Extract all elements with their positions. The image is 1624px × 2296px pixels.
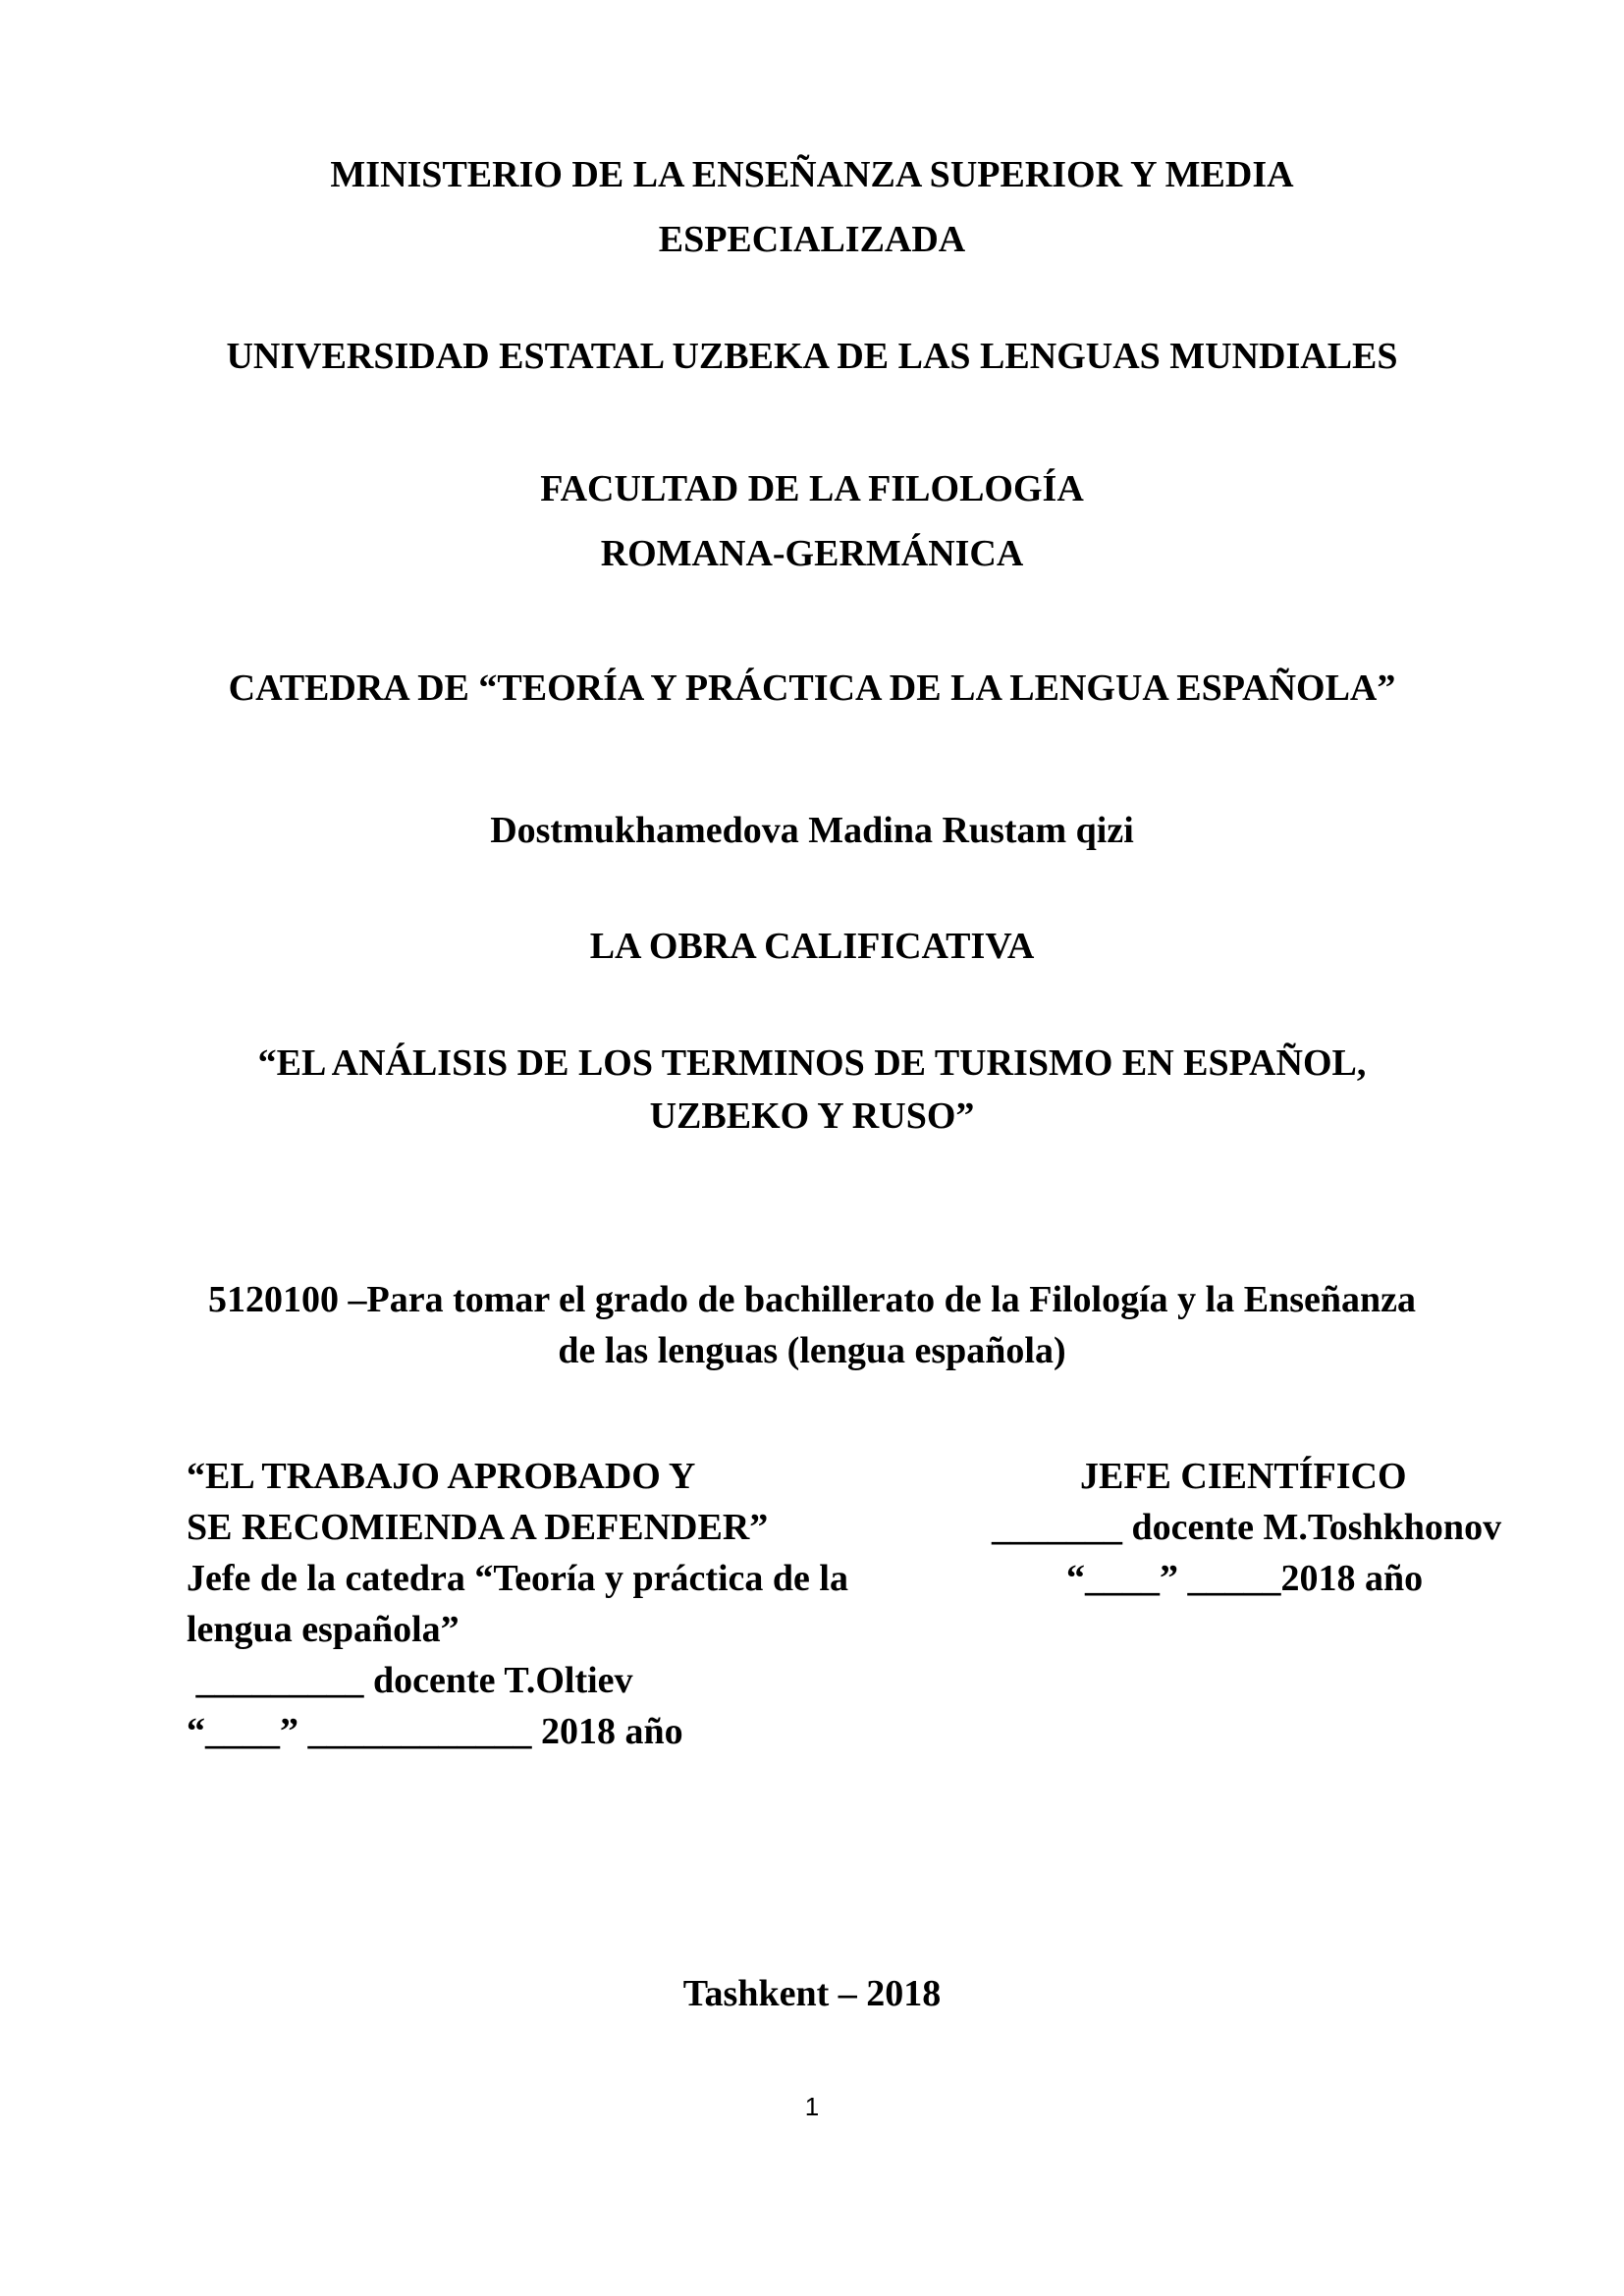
ministry-line-1: MINISTERIO DE LA ENSEÑANZA SUPERIOR Y MEDIA	[330, 154, 1294, 195]
university-name: UNIVERSIDAD ESTATAL UZBEKA DE LAS LENGUAS MUNDIALES	[226, 336, 1398, 377]
faculty-line-2: ROMANA-GERMÁNICA	[600, 533, 1024, 574]
degree-line-2: de las lenguas (lengua española)	[558, 1330, 1066, 1371]
approval-line-1: “EL TRABAJO APROBADO Y	[187, 1456, 696, 1497]
work-type: LA OBRA CALIFICATIVA	[589, 926, 1035, 967]
approval-line-4: lengua española”	[187, 1609, 460, 1650]
supervisor-heading: JEFE CIENTÍFICO	[1080, 1456, 1407, 1497]
department-name: CATEDRA DE “TEORÍA Y PRÁCTICA DE LA LENGUA ESPAÑOLA”	[228, 667, 1396, 709]
approval-signature-line: _________ docente T.Oltiev	[187, 1660, 633, 1701]
page-number: 1	[804, 2092, 820, 2121]
approval-line-2: SE RECOMIENDA A DEFENDER”	[187, 1507, 769, 1548]
approval-line-3: Jefe de la catedra “Teoría y práctica de la	[187, 1558, 848, 1599]
supervisor-signature-line: _______ docente M.Toshkhonov	[992, 1507, 1502, 1548]
ministry-line-2: ESPECIALIZADA	[658, 219, 966, 260]
thesis-title-line-2: UZBEKO Y RUSO”	[649, 1095, 975, 1137]
place-year: Tashkent – 2018	[682, 1973, 942, 2014]
approval-date-line: “____” ____________ 2018 año	[187, 1711, 683, 1752]
author-name: Dostmukhamedova Madina Rustam qizi	[490, 810, 1134, 851]
degree-line-1: 5120100 –Para tomar el grado de bachillerato de la Filología y la Enseñanza	[207, 1279, 1416, 1320]
faculty-line-1: FACULTAD DE LA FILOLOGÍA	[540, 468, 1084, 509]
supervisor-date-line: “____” _____2018 año	[1066, 1558, 1424, 1599]
thesis-title-line-1: “EL ANÁLISIS DE LOS TERMINOS DE TURISMO EN ESPAÑOL,	[257, 1042, 1367, 1084]
